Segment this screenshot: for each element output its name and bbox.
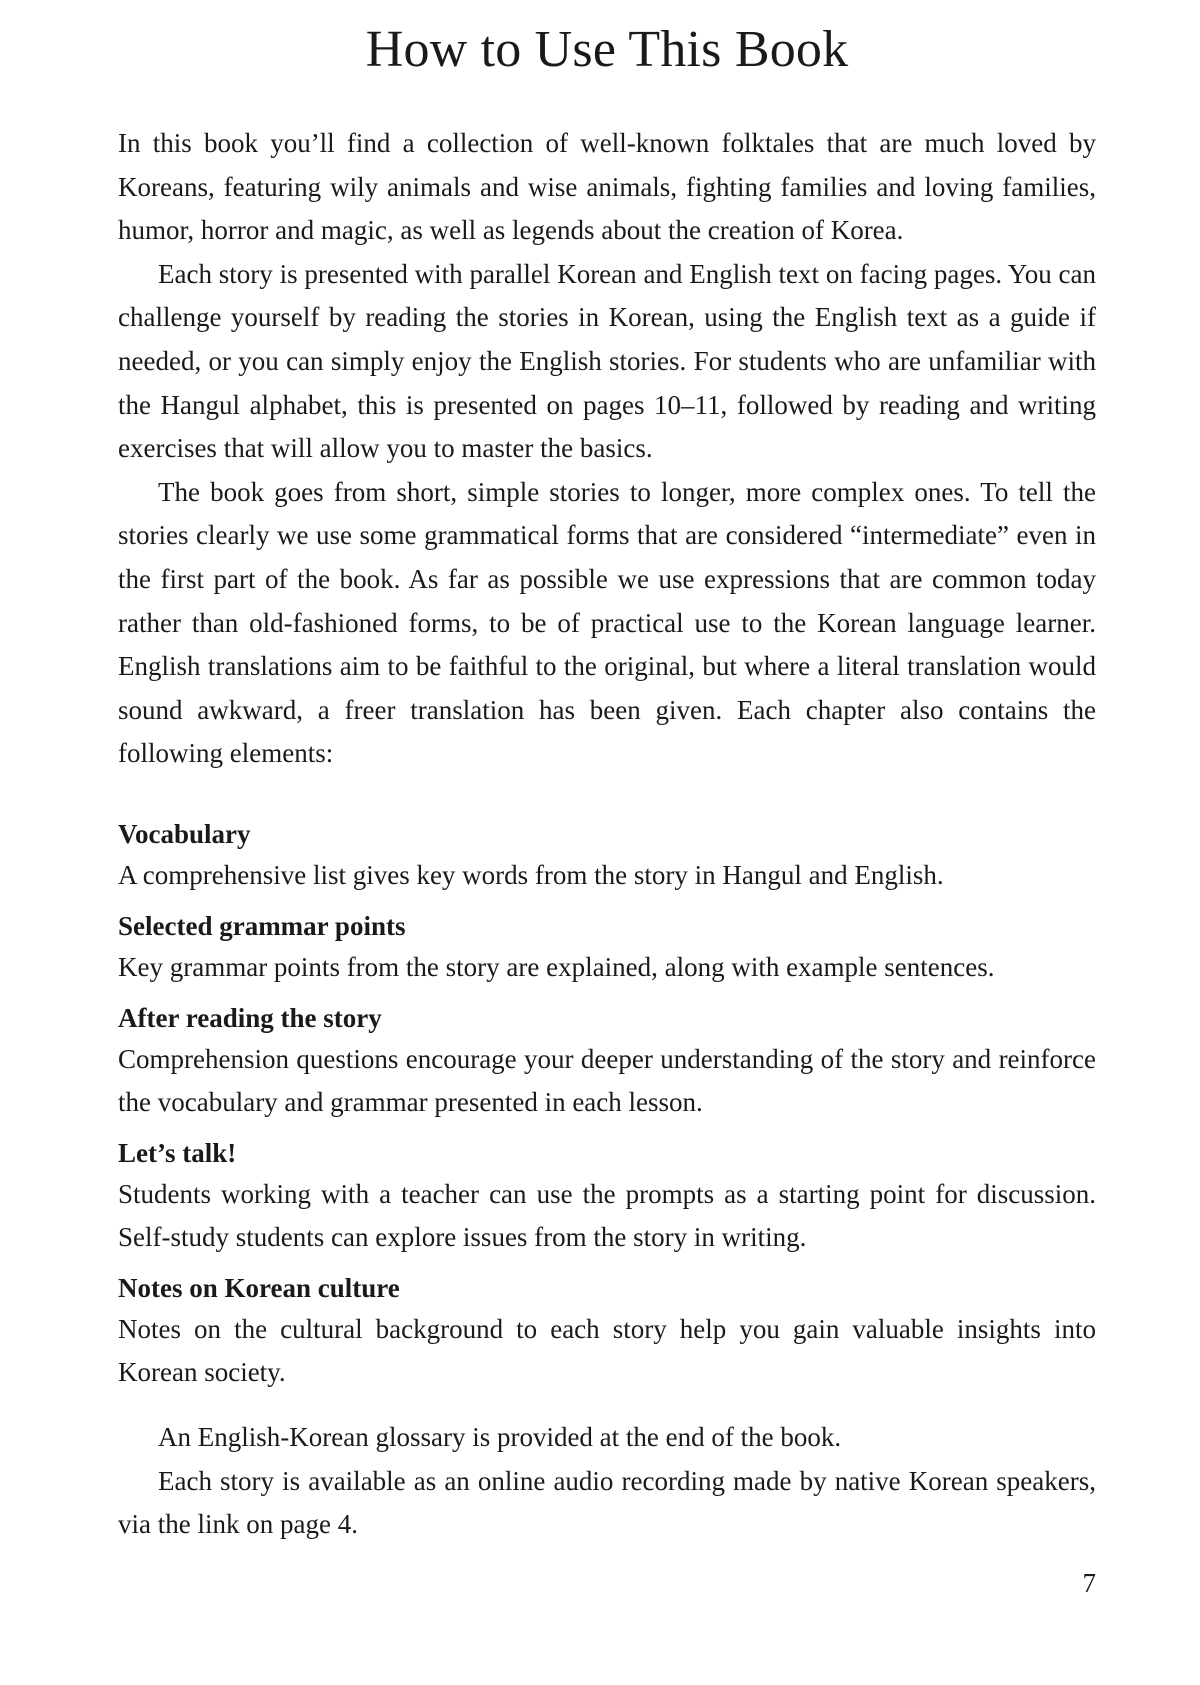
book-page bbox=[118, 0, 1096, 1547]
element-vocabulary bbox=[118, 814, 1096, 897]
element-heading: Selected grammar points bbox=[118, 910, 406, 941]
chapter-elements-list bbox=[118, 814, 1096, 1394]
element-lets-talk bbox=[118, 1133, 1096, 1259]
element-heading: Vocabulary bbox=[118, 818, 251, 849]
closing-section bbox=[118, 1416, 1096, 1547]
intro-paragraph: The book goes from short, simple stories to longer, more complex ones. To tell the stories clearly we use some grammatical forms that are considered “intermediate” even in the first part of the book. As far as possible we use expressions that are common today rather than old-fashioned forms, to be of practical use to the Korean language learner. English translations aim to be faithful to the original, but where a literal translation would sound awkward, a freer translation has been given. Each chapter also contains the following elements: bbox=[118, 476, 1096, 769]
intro-section bbox=[118, 122, 1096, 776]
element-grammar-points bbox=[118, 906, 1096, 989]
page-title: How to Use This Book bbox=[365, 21, 849, 78]
intro-paragraph: Each story is presented with parallel Korean and English text on facing pages. You can challenge yourself by reading the stories in Korean, using the English text as a guide if needed, or you can simply enjoy the English stories. For students who are unfamiliar with the Hangul alphabet, this is presented on pages 10–11, followed by reading and writing exercises that will allow you to master the basics. bbox=[118, 258, 1096, 464]
element-culture-notes bbox=[118, 1268, 1096, 1394]
closing-paragraph: Each story is available as an online audio recording made by native Korean speakers, via the link on page 4. bbox=[118, 1465, 1096, 1540]
page-number: 7 bbox=[1082, 1568, 1096, 1598]
intro-paragraph: In this book you’ll find a collection of well-known folktales that are much loved by Koreans, featuring wily animals and wise animals, fighting families and loving families, humor, horror and magic, as well as legends about the creation of Korea. bbox=[118, 128, 1096, 246]
element-heading: After reading the story bbox=[118, 1002, 382, 1033]
element-heading: Notes on Korean culture bbox=[118, 1272, 400, 1303]
element-description: A comprehensive list gives key words from the story in Hangul and English. bbox=[118, 859, 944, 890]
element-description: Comprehension questions encourage your deeper understanding of the story and reinforce the vocabulary and grammar presented in each lesson. bbox=[118, 1043, 1096, 1117]
element-heading: Let’s talk! bbox=[118, 1137, 237, 1168]
element-description: Students working with a teacher can use the prompts as a starting point for discussion. Self-study students can explore issues from the story in writing. bbox=[118, 1178, 1096, 1252]
element-description: Key grammar points from the story are explained, along with example sentences. bbox=[118, 951, 995, 982]
element-description: Notes on the cultural background to each story help you gain valuable insights into Korean society. bbox=[118, 1313, 1096, 1387]
element-after-reading bbox=[118, 998, 1096, 1124]
closing-paragraph: An English-Korean glossary is provided at the end of the book. bbox=[158, 1421, 842, 1452]
